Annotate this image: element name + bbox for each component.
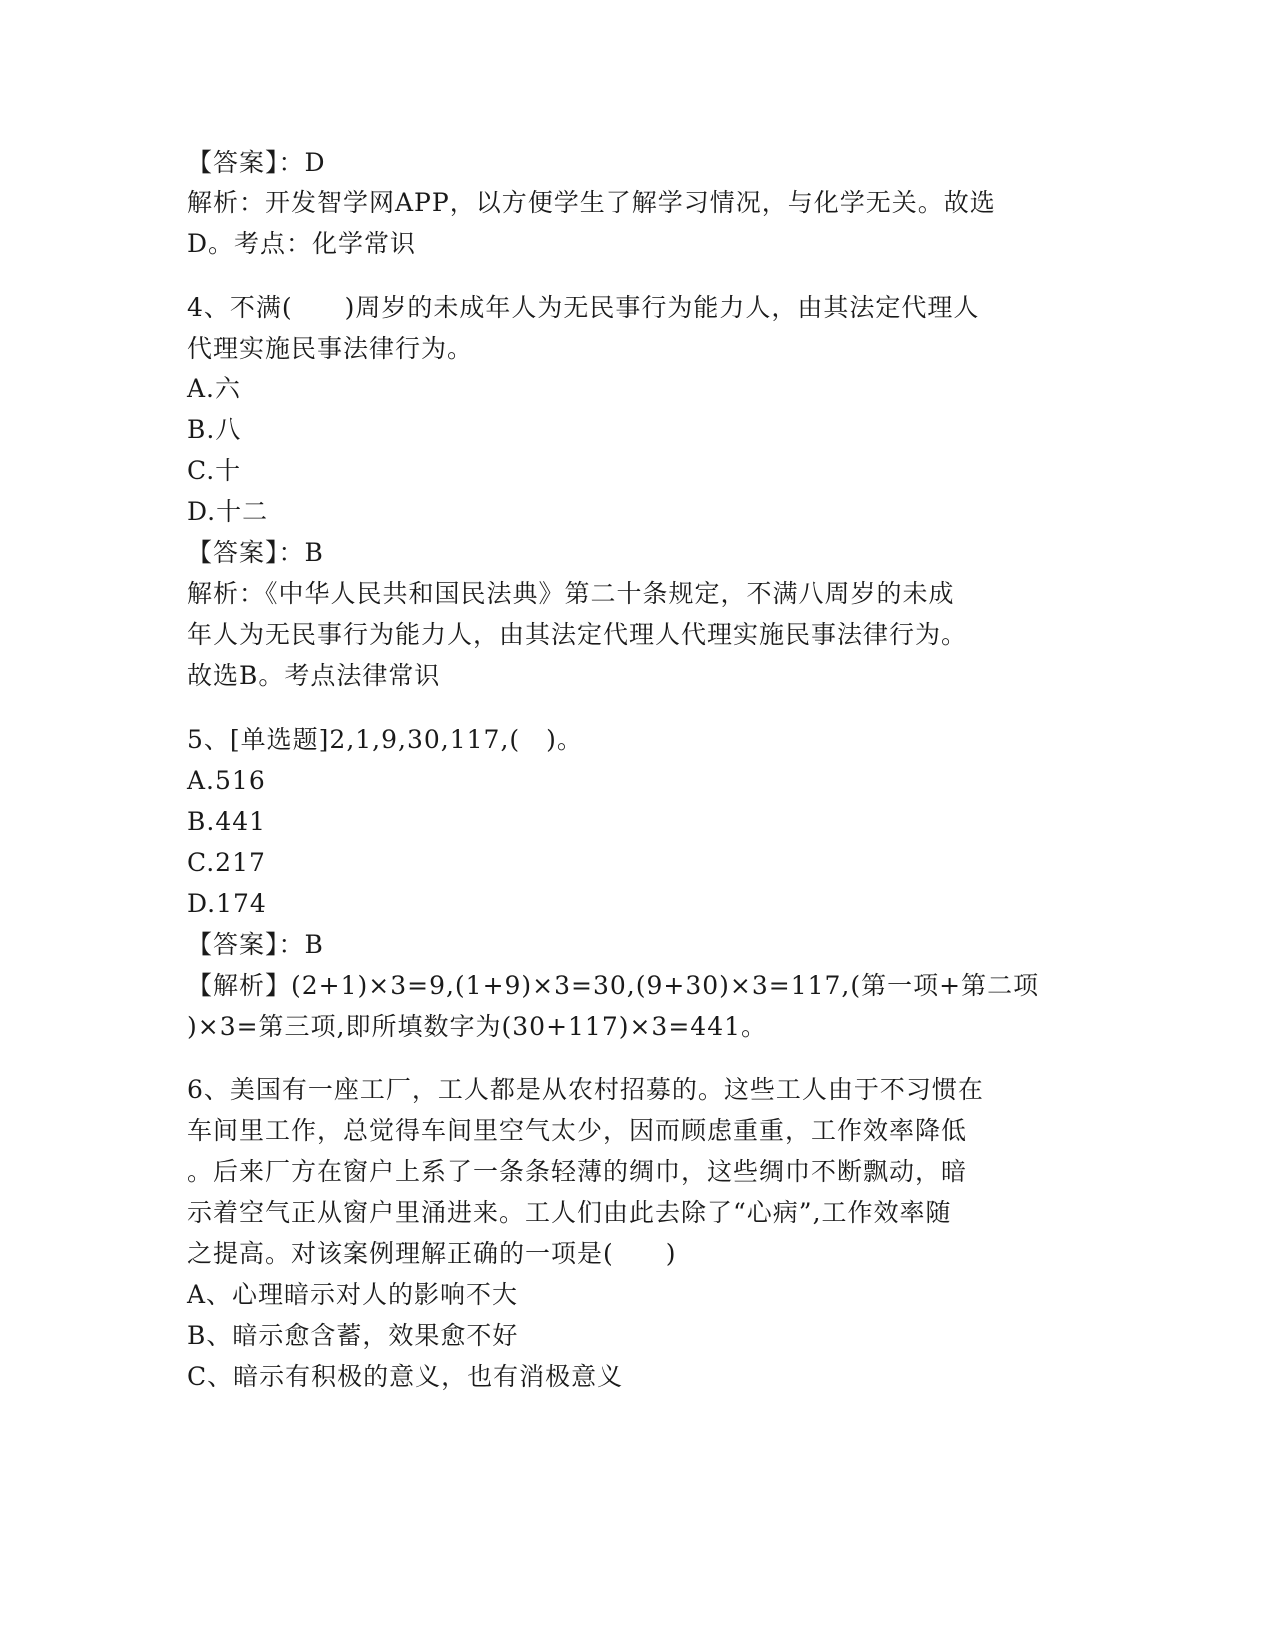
- question-stem: 5、[单选题]2,1,9,30,117,( )。: [187, 725, 583, 754]
- analysis-text: D。考点：化学常识: [187, 229, 417, 258]
- answer-label: 【答案】：B: [187, 930, 324, 959]
- question-stem: 代理实施民事法律行为。: [187, 334, 474, 363]
- answer-label: 【答案】：B: [187, 538, 324, 567]
- option-c: C.十: [187, 456, 242, 485]
- option-d: D.174: [187, 889, 267, 918]
- analysis-text: )×3=第三项,即所填数字为(30+117)×3=441。: [187, 1012, 768, 1041]
- question-stem: 之提高。对该案例理解正确的一项是( ): [187, 1239, 677, 1268]
- analysis-text: 年人为无民事行为能力人，由其法定代理人代理实施民事法律行为。: [187, 620, 968, 649]
- analysis-text: 故选B。考点法律常识: [187, 661, 441, 690]
- option-b: B.441: [187, 807, 267, 836]
- question-stem: 6、美国有一座工厂，工人都是从农村招募的。这些工人由于不习惯在: [187, 1075, 984, 1104]
- option-d: D.十二: [187, 497, 269, 526]
- option-a: A、心理暗示对人的影响不大: [187, 1280, 519, 1309]
- analysis-text: 解析：开发智学网APP，以方便学生了解学习情况，与化学无关。故选: [187, 188, 996, 217]
- question-stem: 。后来厂方在窗户上系了一条条轻薄的绸巾，这些绸巾不断飘动，暗: [187, 1157, 968, 1186]
- answer-label: 【答案】：D: [187, 148, 326, 177]
- option-c: C、暗示有积极的意义，也有消极意义: [187, 1362, 624, 1391]
- option-b: B.八: [187, 415, 242, 444]
- analysis-text: 【解析】(2+1)×3=9,(1+9)×3=30,(9+30)×3=117,(第一项+第二项: [187, 971, 1040, 1000]
- question-stem: 4、不满( )周岁的未成年人为无民事行为能力人，由其法定代理人: [187, 293, 980, 322]
- question-stem: 示着空气正从窗户里涌进来。工人们由此去除了“心病”,工作效率随: [187, 1198, 952, 1227]
- option-a: A.516: [187, 766, 266, 795]
- question-stem: 车间里工作，总觉得车间里空气太少，因而顾虑重重，工作效率降低: [187, 1116, 968, 1145]
- option-b: B、暗示愈含蓄，效果愈不好: [187, 1321, 519, 1350]
- analysis-text: 解析：《中华人民共和国民法典》第二十条规定，不满八周岁的未成: [187, 579, 955, 608]
- option-c: C.217: [187, 848, 266, 877]
- option-a: A.六: [187, 374, 242, 403]
